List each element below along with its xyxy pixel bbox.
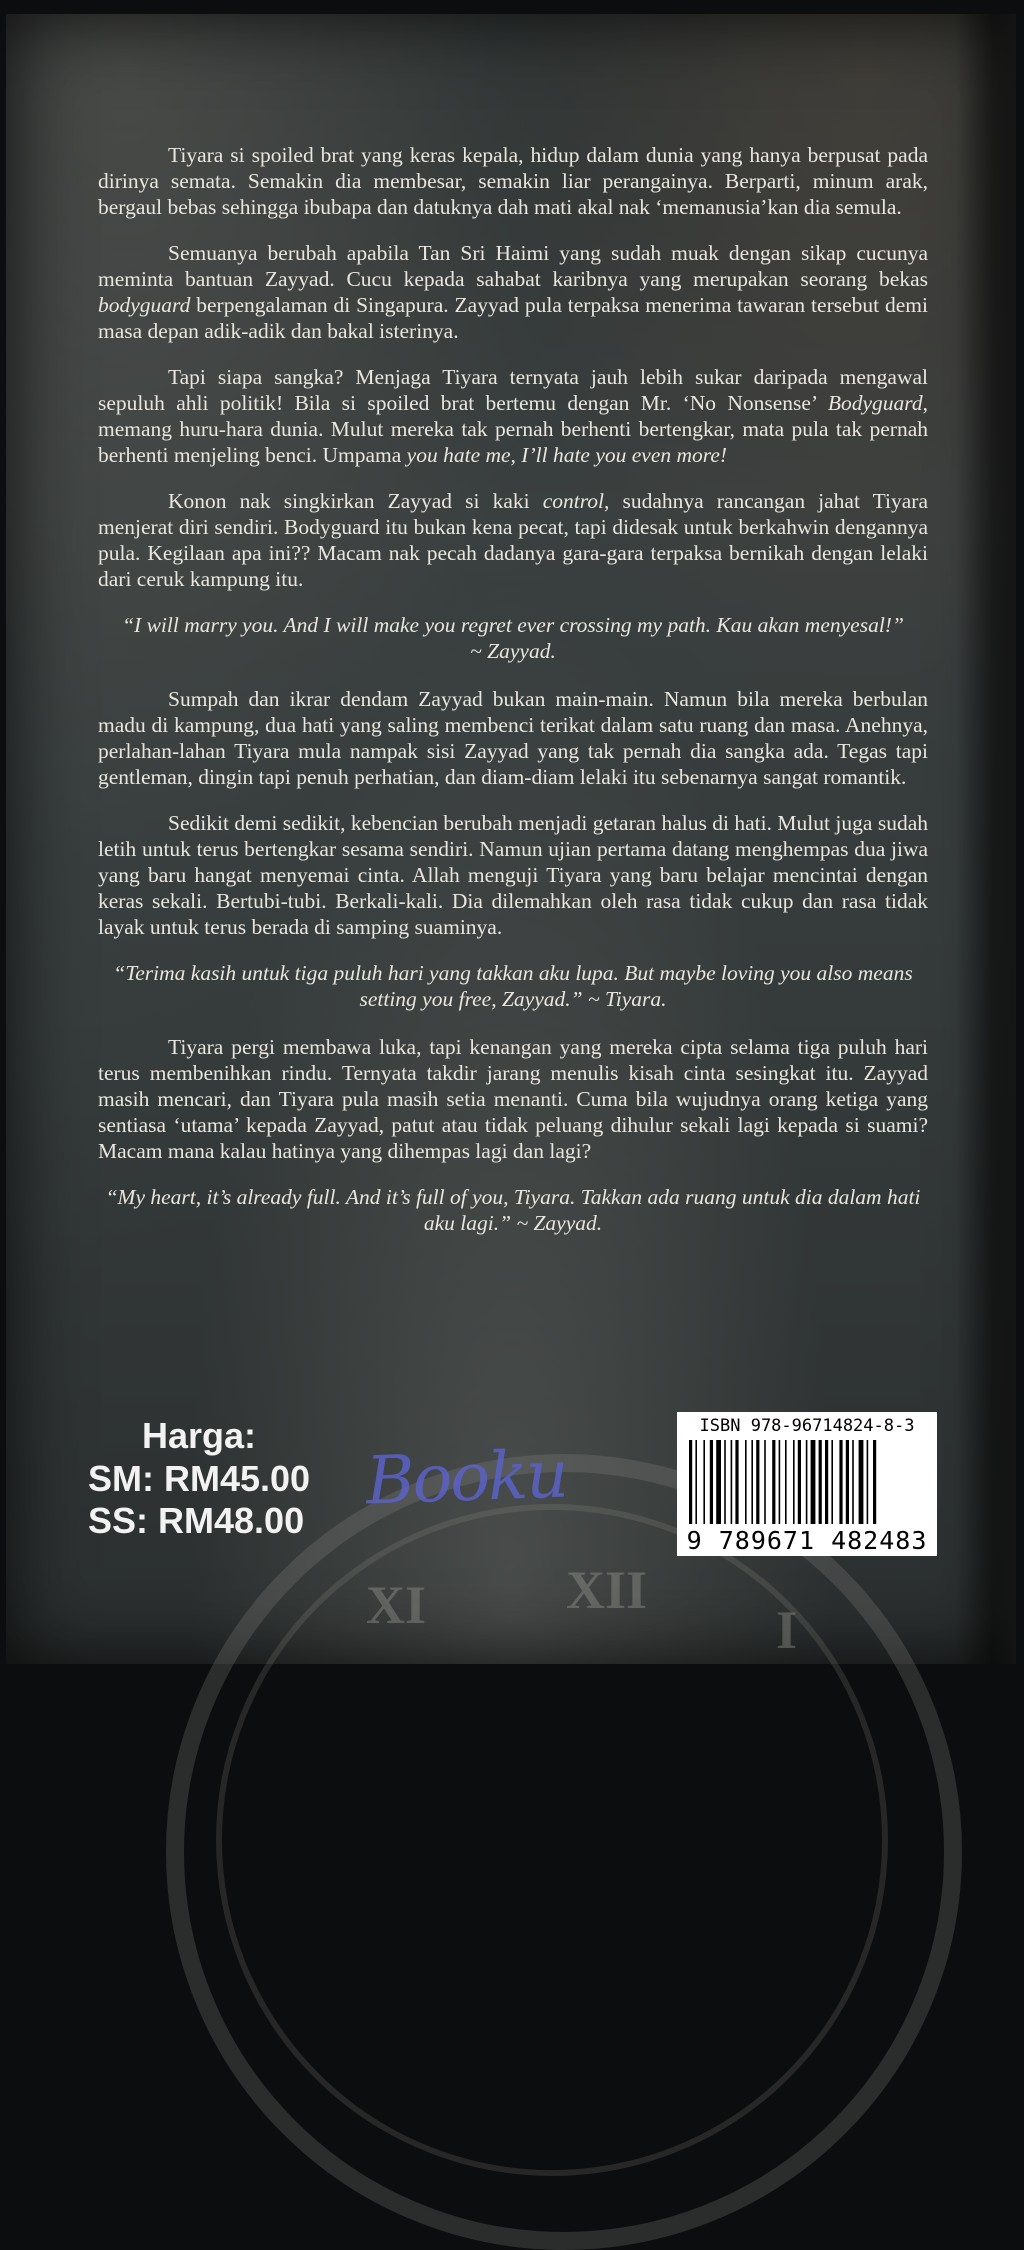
barcode-bar — [689, 1440, 692, 1524]
barcode-bar — [806, 1440, 808, 1524]
barcode-bar — [716, 1440, 721, 1524]
isbn-label: ISBN 978-96714824-8-3 — [699, 1416, 915, 1436]
quote-zayyad: “I will marry you. And I will make you regret ever crossing my path. Kau akan menyesal!” ~ Zayyad. — [122, 613, 904, 663]
isbn-digits: 9 789671 482483 — [686, 1526, 928, 1555]
price-ss: SS: RM48.00 — [88, 1500, 305, 1541]
barcode-bar — [831, 1440, 833, 1524]
barcode-bar — [779, 1440, 781, 1524]
barcode-bar — [852, 1440, 854, 1524]
barcode-bar — [811, 1440, 816, 1524]
synopsis-paragraph: Konon nak singkirkan Zayyad si kaki control, sudahnya rancangan jahat Tiyara menjerat diri sendiri. Bodyguard itu bukan kena pecat, tapi didesak untuk berkahwin dengannya pula. Kegilaan apa ini?? Macam nak pecah dadanya gara-gara terpaksa bernikah dengan lelaki dari ceruk kampung itu. — [98, 489, 928, 591]
price-heading: Harga: — [142, 1415, 257, 1456]
barcode-bar — [724, 1440, 726, 1524]
barcode-bar — [731, 1440, 733, 1524]
barcode-bar — [695, 1440, 697, 1524]
synopsis-paragraph: Tiyara si spoiled brat yang keras kepala, hidup dalam dunia yang hanya berpusat pada dirinya semata. Semakin dia membesar, semakin liar perangainya. Berparti, minum arak, bergaul bebas sehingga ibubapa dan datuknya dah mati akal nak ‘memanusia’kan dia semula. — [98, 143, 928, 219]
barcode-bar — [751, 1440, 753, 1524]
synopsis-paragraph: Sedikit demi sedikit, kebencian berubah menjadi getaran halus di hati. Mulut juga sudah letih untuk terus bertengkar sesama sendiri. Namun ujian pertama datang menghempas dua jiwa yang baru hangat menyemai cinta. Allah menguji Tiyara yang baru belajar mencintai dengan keras sekali. Bertubi-tubi. Berkali-kali. Dia dilemahkan oleh rasa tidak cukup dan rasa tidak layak untuk terus berada di samping suaminya. — [98, 811, 928, 939]
barcode-bars — [689, 1440, 925, 1524]
barcode-bar — [846, 1440, 849, 1524]
synopsis-paragraph: Sumpah dan ikrar dendam Zayyad bukan main-main. Namun bila mereka berbulan madu di kampung, dua hati yang saling membenci terikat dalam satu ruang dan masa. Anehnya, perlahan-lahan Tiyara mula nampak sisi Zayyad yang tak pernah dia sangka ada. Tegas tapi gentleman, dingin tapi penuh perhatian, dan diam-diam lelaki itu sebenarnya sangat romantik. — [98, 687, 928, 789]
barcode-bar — [703, 1440, 705, 1524]
barcode-bar — [764, 1440, 766, 1524]
price-block — [88, 1414, 310, 1542]
barcode-bar — [745, 1440, 747, 1524]
quote-tiyara: “Terima kasih untuk tiga puluh hari yang takkan aku lupa. But maybe loving you also means setting you free, Zayyad.” ~ Tiyara. — [113, 961, 913, 1011]
isbn-barcode — [677, 1412, 937, 1556]
barcode-bar — [756, 1440, 759, 1524]
synopsis — [98, 142, 928, 1258]
barcode-bar — [793, 1440, 795, 1524]
price-sm: SM: RM45.00 — [88, 1458, 311, 1499]
barcode-bar — [873, 1440, 876, 1524]
synopsis-paragraph: Semuanya berubah apabila Tan Sri Haimi yang sudah muak dengan sikap cucunya meminta bantuan Zayyad. Cucu kepada sahabat karibnya yang merupakan seorang bekas bodyguard berpengalaman di Singapura. Zayyad pula terpaksa menerima tawaran tersebut demi masa depan adik-adik dan bakal isterinya. — [98, 241, 928, 343]
barcode-bar — [710, 1440, 713, 1524]
barcode-bar — [785, 1440, 787, 1524]
clock-numeral-decoration: I — [776, 1600, 798, 1660]
quote-zayyad-final: “My heart, it’s already full. And it’s full of you, Tiyara. Takkan ada ruang untuk dia dalam hati aku lagi.” ~ Zayyad. — [105, 1185, 921, 1235]
barcode-bar — [735, 1440, 738, 1524]
barcode-bar — [825, 1440, 828, 1524]
barcode-bar — [867, 1440, 869, 1524]
barcode-bar — [819, 1440, 822, 1524]
clock-numeral-decoration: XII — [566, 1560, 648, 1620]
clock-numeral-decoration: XI — [366, 1575, 427, 1635]
publisher-stamp: Booku — [364, 1435, 568, 1520]
spine-shadow — [956, 14, 1016, 1664]
barcode-bar — [798, 1440, 801, 1524]
barcode-bar — [772, 1440, 775, 1524]
back-cover — [6, 14, 1016, 1664]
synopsis-paragraph: Tiyara pergi membawa luka, tapi kenangan yang mereka cipta selama tiga puluh hari terus membenihkan rindu. Ternyata takdir jarang menulis kisah cinta sesingkat itu. Zayyad masih mencari, dan Tiyara pula masih setia menanti. Cuma bila wujudnya orang ketiga yang sentiasa ‘utama’ kepada Zayyad, patut atau tidak peluang dihulur sekali lagi kepada si suami? Macam mana kalau hatinya yang dihempas lagi dan lagi? — [98, 1035, 928, 1163]
barcode-bar — [859, 1440, 864, 1524]
barcode-bar — [839, 1440, 842, 1524]
synopsis-paragraph: Tapi siapa sangka? Menjaga Tiyara ternyata jauh lebih sukar daripada mengawal sepuluh ahli politik! Bila si spoiled brat bertemu dengan Mr. ‘No Nonsense’ Bodyguard, memang huru-hara dunia. Mulut mereka tak pernah berhenti bertengkar, mata pula tak pernah berhenti menjeling benci. Umpama you hate me, I’ll hate you even more! — [98, 365, 928, 467]
